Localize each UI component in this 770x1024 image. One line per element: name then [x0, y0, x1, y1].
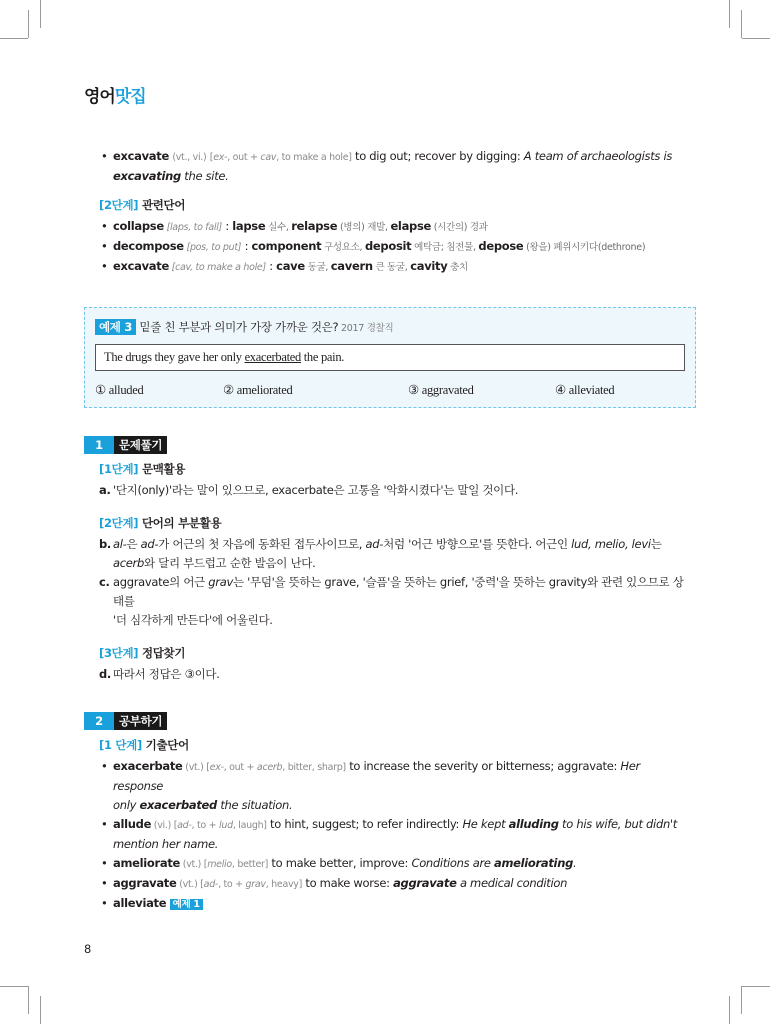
- vocab-entry-aggravate: • aggravate (vt.) [ad-, to + grav, heavy] to make worse: aggravate a medical condition: [101, 876, 568, 890]
- crop-mark: [729, 996, 730, 1024]
- crop-mark: [742, 986, 770, 987]
- example-question: 예제 3 밑줄 친 부분과 의미가 가장 가까운 것은? 2017 경찰직: [95, 318, 685, 338]
- brand-logo: 영어맛집: [84, 87, 146, 107]
- related-word-row: • collapse [laps, to fall] : lapse 실수, relapse (병의) 재발, elapse (시간의) 경과: [101, 219, 488, 233]
- stage-heading: [1 단계] 기출단어: [99, 738, 189, 752]
- crop-mark: [741, 986, 742, 1014]
- stage-heading: [2단계] 단어의 부분활용: [99, 516, 222, 530]
- crop-mark: [741, 10, 742, 38]
- explanation-d: d. 따라서 정답은 ③이다.: [99, 667, 220, 681]
- related-word-row: • excavate [cav, to make a hole] : cave 동굴, cavern 큰 동굴, cavity 충치: [101, 259, 468, 273]
- crop-mark: [0, 986, 28, 987]
- option-2[interactable]: ② ameliorated: [223, 383, 293, 397]
- option-1[interactable]: ① alluded: [95, 383, 144, 397]
- option-4[interactable]: ④ alleviated: [555, 383, 615, 397]
- option-3[interactable]: ③ aggravated: [408, 383, 474, 397]
- vocab-entry-exacerbate: • exacerbate (vt.) [ex-, out + acerb, bitter, sharp] to increase the severity or bitterness; aggravate: Her response only exacerbated the situation.: [101, 759, 640, 812]
- explanation-c: c. aggravate의 어근 grav는 '무덤'을 뜻하는 grave, '슬픔'을 뜻하는 grief, '중력'을 뜻하는 gravity와 관련 있으므로 상태를 '더 심각하게 만든다'에 어울린다.: [99, 575, 684, 627]
- vocab-entry-allude: • allude (vi.) [ad-, to + lud, laugh] to hint, suggest; to refer indirectly: He kept alluding to his wife, but didn't mention her name.: [101, 817, 678, 851]
- vocab-entry-alleviate: • alleviate 예제 1: [84, 894, 684, 914]
- crop-mark: [0, 38, 28, 39]
- section-heading-2: 2 공부하기: [84, 712, 684, 730]
- answer-options: [95, 381, 685, 399]
- crop-mark: [729, 0, 730, 28]
- example-tag: 예제 1: [170, 899, 203, 910]
- crop-mark: [40, 0, 41, 28]
- stage-heading: [3단계] 정답찾기: [99, 646, 186, 660]
- stage-heading: [2단계] 관련단어: [99, 198, 186, 212]
- crop-mark: [40, 996, 41, 1024]
- example-box: [84, 307, 696, 408]
- crop-mark: [742, 38, 770, 39]
- example-sentence: The drugs they gave her only exacerbated the pain.: [95, 344, 685, 371]
- related-word-row: • decompose [pos, to put] : component 구성요소, deposit 예탁금; 침전물, depose (왕을) 폐위시키다(dethrone): [101, 239, 646, 253]
- page-number: 8: [84, 942, 92, 956]
- page-content: [84, 147, 684, 914]
- explanation-b: b. al-은 ad-가 어근의 첫 자음에 동화된 접두사이므로, ad-처럼 '어근 방향으로'를 뜻한다. 어근인 lud, melio, levi는 acerb와 달리 부드럽고 순한 발음이 난다.: [99, 537, 662, 570]
- word-entry: • excavate (vt., vi.) [ex-, out + cav, to make a hole] to dig out; recover by digging: A team of archaeologists is excavating the site.: [101, 149, 673, 183]
- crop-mark: [28, 986, 29, 1014]
- vocab-entry-ameliorate: • ameliorate (vt.) [melio, better] to make better, improve: Conditions are ameliorating.: [101, 856, 577, 870]
- stage-heading: [1단계] 문맥활용: [99, 462, 186, 476]
- crop-mark: [28, 10, 29, 38]
- section-heading-1: 1 문제풀기: [84, 436, 684, 454]
- explanation-a: a. '단지(only)'라는 말이 있으므로, exacerbate은 고통을 '악화시켰다'는 말일 것이다.: [99, 483, 519, 497]
